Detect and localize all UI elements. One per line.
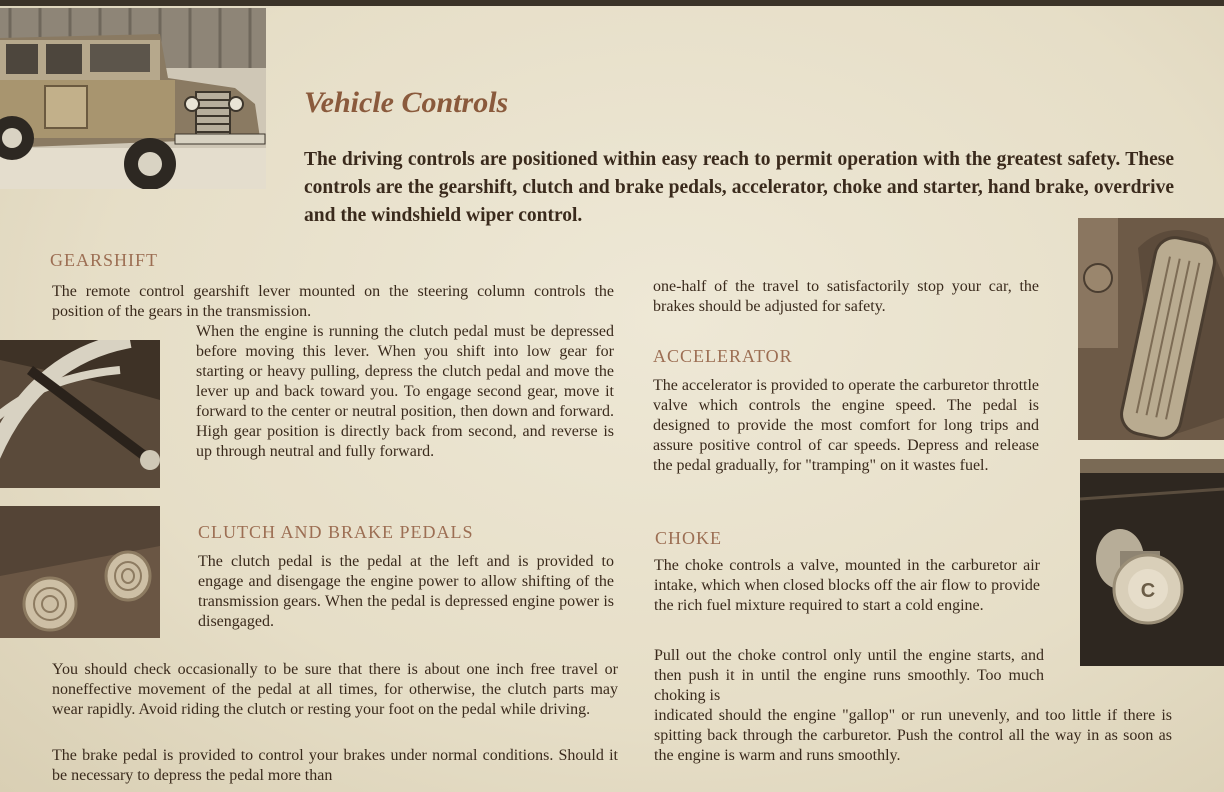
choke-p1: The choke controls a valve, mounted in the carburetor air intake, which when closed blocks off the air flow to provide the rich fuel mixture required to start a cold engine. [654,557,1040,614]
accelerator-heading: ACCELERATOR [653,346,793,366]
accelerator-body: The accelerator is provided to operate the carburetor throttle valve which controls the engine speed. The pedal is designed to provide the most comfort for long trips and assure positive control of car speeds. Depress and release the pedal gradually, for "tramping" on it wastes fuel. [653,377,1039,474]
clutch-brake-p3: The brake pedal is provided to control your brakes under normal conditions. Should it be necessary to depress the pedal more than [52,747,618,784]
choke-knob-letter: C [1140,580,1156,602]
intro-paragraph: The driving controls are positioned within easy reach to permit operation with the greatest safety. These controls are the gearshift, clutch and brake pedals, accelerator, choke and starter, hand brake, overdrive and the windshield wiper control. [304,149,1174,226]
clutch-brake-p1: The clutch pedal is the pedal at the left and is provided to engage and disengage the engine power to allow shifting of the transmission gears. When the pedal is depressed engine power is disengaged. [198,553,614,630]
clutch-brake-p3-continued: one-half of the travel to satisfactorily stop your car, the brakes should be adjusted for safety. [653,278,1039,315]
accelerator-pedal-photo [1078,218,1224,440]
steering-column-photo [0,340,160,488]
clutch-brake-heading: CLUTCH AND BRAKE PEDALS [198,522,474,542]
gearshift-heading: GEARSHIFT [50,250,159,270]
choke-knob-photo [1080,459,1224,666]
clutch-brake-p2: You should check occasionally to be sure that there is about one inch free travel or noneffective movement of the pedal at all times, for otherwise, the clutch parts may wear rapidly. Avoid riding the clutch or resting your foot on the pedal while driving. [52,661,618,718]
clutch-brake-pedals-photo [0,506,160,638]
choke-p2b: indicated should the engine "gallop" or run unevenly, and too little if there is spitting back through the carburetor. Push the control all the way in as soon as the engine is warm and runs smoothly. [654,707,1172,764]
page-title: Vehicle Controls [304,86,509,119]
gearshift-body: When the engine is running the clutch pedal must be depressed before moving this lever. When you shift into low gear for starting or heavy pulling, depress the clutch pedal and move the lever up and back toward you. To engage second gear, move it forward to the center or neutral position, then down and forward. High gear position is directly back from second, and reverse is up through neutral and fully forward. [196,323,614,460]
gearshift-lead: The remote control gearshift lever mounted on the steering column controls the position of the gears in the transmission. [52,283,614,320]
jeep-wagon-photo [0,8,266,189]
choke-heading: CHOKE [655,528,722,548]
page-top-edge [0,0,1224,6]
choke-p2a: Pull out the choke control only until the engine starts, and then push it in until the engine runs smoothly. Too much choking is [654,647,1044,704]
